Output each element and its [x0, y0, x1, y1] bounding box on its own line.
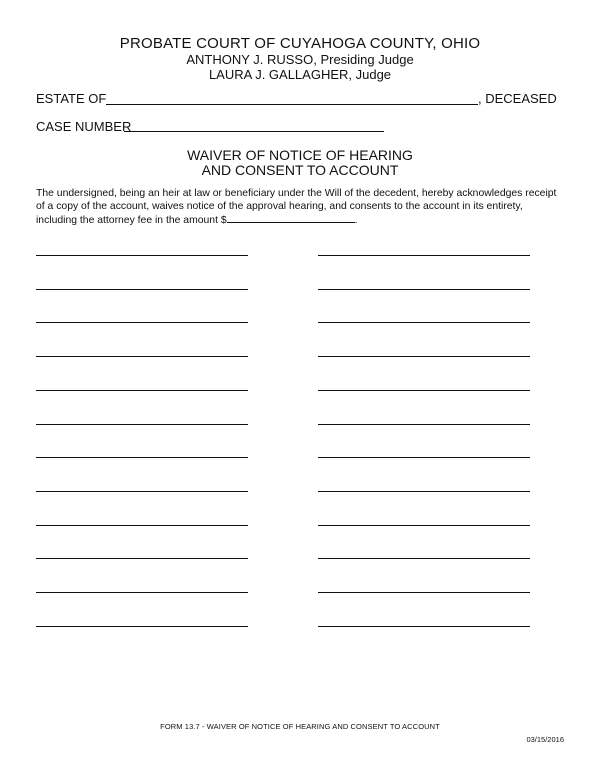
form-title-line1: WAIVER OF NOTICE OF HEARING	[187, 147, 413, 163]
estate-label: ESTATE OF	[36, 91, 107, 106]
signature-line-left-4[interactable]	[36, 356, 248, 357]
judge-name: LAURA J. GALLAGHER, Judge	[208, 67, 392, 82]
form-title-line2: AND CONSENT TO ACCOUNT	[201, 162, 399, 178]
signature-line-right-3[interactable]	[318, 322, 530, 323]
signature-line-right-10[interactable]	[318, 558, 530, 559]
signature-line-right-9[interactable]	[318, 525, 530, 526]
signature-line-right-4[interactable]	[318, 356, 530, 357]
signature-line-left-7[interactable]	[36, 457, 248, 458]
signature-line-left-8[interactable]	[36, 491, 248, 492]
case-number-input[interactable]	[124, 119, 384, 132]
signature-line-left-5[interactable]	[36, 390, 248, 391]
body-text: The undersigned, being an heir at law or beneficiary under the Will of the decedent, hereby acknowledges receipt of a copy of the account, waives notice of the approval hearing, and consents to the account in its entirety, including the attorney fee in the amount $	[36, 188, 557, 226]
signature-line-left-11[interactable]	[36, 592, 248, 593]
signature-line-right-5[interactable]	[318, 390, 530, 391]
signature-line-right-12[interactable]	[318, 626, 530, 627]
signature-line-right-6[interactable]	[318, 424, 530, 425]
signature-line-left-2[interactable]	[36, 289, 248, 290]
presiding-judge: ANTHONY J. RUSSO, Presiding Judge	[186, 52, 414, 67]
signature-line-right-2[interactable]	[318, 289, 530, 290]
signature-line-left-9[interactable]	[36, 525, 248, 526]
revision-date: 03/15/2016	[526, 735, 564, 744]
attorney-fee-input[interactable]	[227, 213, 355, 223]
signature-line-left-3[interactable]	[36, 322, 248, 323]
court-name: PROBATE COURT OF CUYAHOGA COUNTY, OHIO	[119, 35, 481, 52]
signature-line-right-11[interactable]	[318, 592, 530, 593]
signature-line-right-8[interactable]	[318, 491, 530, 492]
case-number-label: CASE NUMBER	[36, 119, 132, 134]
signature-line-right-1[interactable]	[318, 255, 530, 256]
estate-input[interactable]	[106, 92, 478, 105]
signature-line-left-10[interactable]	[36, 558, 248, 559]
signature-line-left-6[interactable]	[36, 424, 248, 425]
form-footer: FORM 13.7 - WAIVER OF NOTICE OF HEARING AND CONSENT TO ACCOUNT	[160, 722, 440, 731]
deceased-label: , DECEASED	[478, 91, 557, 106]
body-end: .	[354, 215, 358, 226]
body-paragraph	[36, 187, 558, 227]
signature-line-left-1[interactable]	[36, 255, 248, 256]
signature-line-right-7[interactable]	[318, 457, 530, 458]
signature-line-left-12[interactable]	[36, 626, 248, 627]
